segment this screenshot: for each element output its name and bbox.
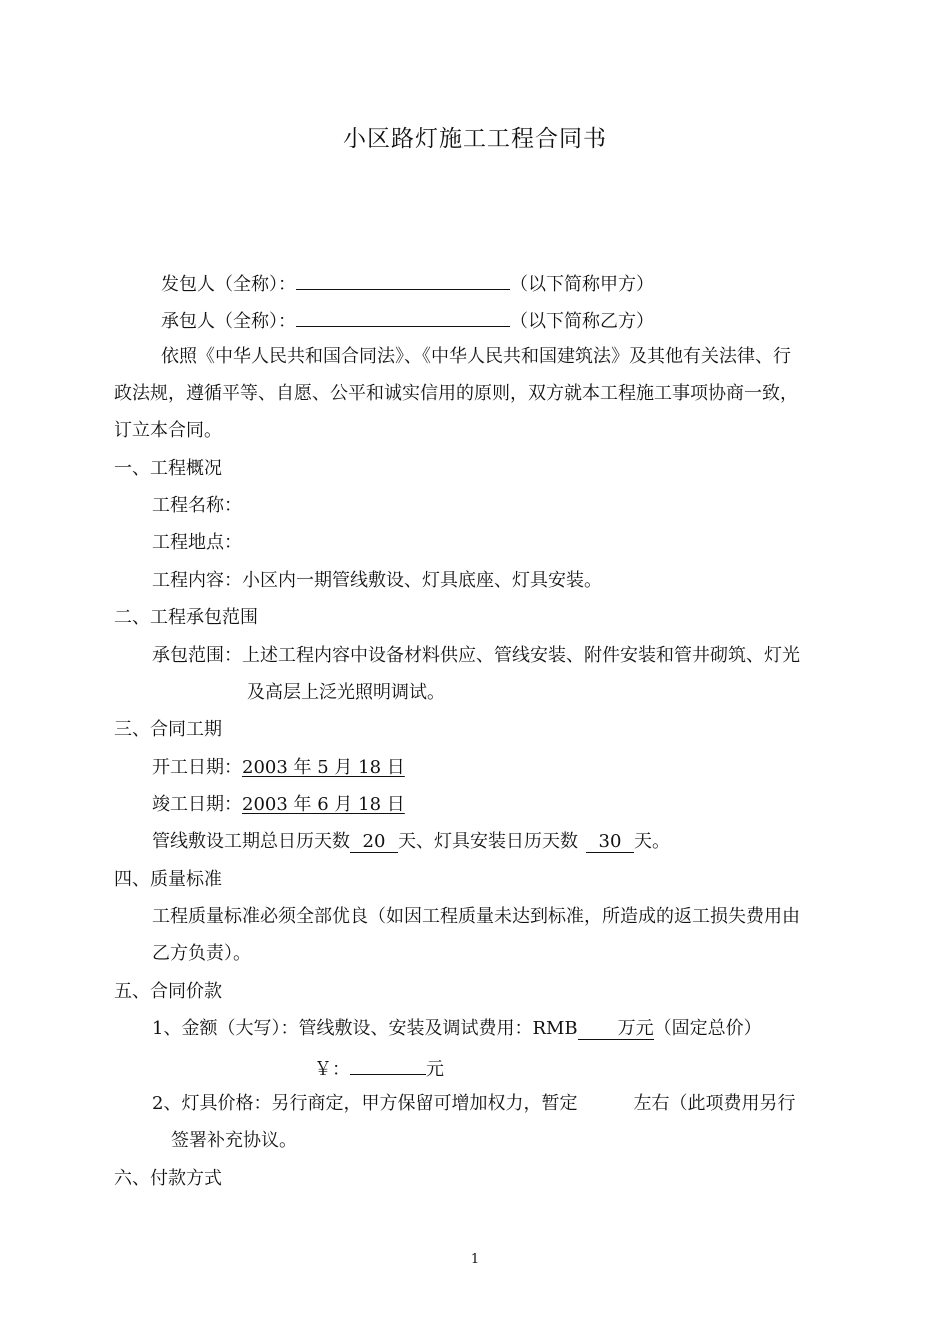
party-b-suffix: （以下简称乙方） [510,311,654,332]
page-number: 1 [470,1252,480,1267]
lamp-days-label: 天、灯具安装日历天数 [398,831,578,852]
duration-line [152,830,670,854]
end-date-label: 竣工日期： [152,794,242,815]
party-b-label: 承包人（全称）： [161,311,296,332]
section-2-heading: 二、工程承包范围 [114,607,258,628]
party-b-line [161,307,654,334]
section-1-heading: 一、工程概况 [114,458,222,479]
party-a-suffix: （以下简称甲方） [510,274,654,295]
scope-line-2: 及高层上泛光照明调试。 [247,682,445,703]
party-a-blank [296,270,510,290]
end-date-value: 2003 年 6 月 18 日 [242,794,405,815]
yen-line [314,1055,444,1082]
scope-line-1: 承包范围：上述工程内容中设备材料供应、管线安装、附件安装和管井砌筑、灯光 [152,645,800,666]
project-content: 工程内容：小区内一期管线敷设、灯具底座、灯具安装。 [152,570,602,591]
days-suffix: 天。 [634,831,670,852]
price-item-2 [152,1092,795,1116]
start-date-line [152,756,405,780]
lamp-days-value: 30 [586,832,634,853]
yen-unit: 元 [426,1059,444,1080]
quality-line-2: 乙方负责）。 [152,943,251,964]
party-b-blank [296,307,510,327]
yen-label: ￥： [314,1059,350,1080]
section-4-heading: 四、质量标准 [114,869,222,890]
preamble-line-2: 政法规，遵循平等、自愿、公平和诚实信用的原则，双方就本工程施工事项协商一致， [114,383,798,404]
section-5-heading: 五、合同价款 [114,981,222,1002]
party-a-line [161,270,654,297]
preamble-line-1: 依照《中华人民共和国合同法》、《中华人民共和国建筑法》及其他有关法律、行 [161,346,791,367]
price-fixed-total: （固定总价） [653,1018,762,1039]
party-a-label: 发包人（全称）： [161,274,296,295]
project-location-label: 工程地点： [152,532,242,553]
price-amount-unit: 万元 [578,1019,654,1040]
section-3-heading: 三、合同工期 [114,719,222,740]
price-item-2-note: 左右（此项费用另行 [633,1093,796,1114]
pipeline-days-value: 20 [350,832,398,853]
price-item-2-label: 2、灯具价格：另行商定，甲方保留可增加权力，暂定 [152,1093,578,1114]
end-date-line [152,793,405,817]
document-title: 小区路灯施工工程合同书 [343,126,607,152]
price-item-2-line-2: 签署补充协议。 [171,1130,297,1151]
price-item-1-label: 1、金额（大写）：管线敷设、安装及调试费用：RMB [152,1018,578,1039]
pipeline-days-label: 管线敷设工期总日历天数 [152,831,350,852]
project-name-label: 工程名称： [152,495,242,516]
start-date-label: 开工日期： [152,757,242,778]
price-item-1 [152,1017,762,1041]
start-date-value: 2003 年 5 月 18 日 [242,757,405,778]
section-6-heading: 六、付款方式 [114,1168,222,1189]
preamble-line-3: 订立本合同。 [114,420,222,441]
yen-blank [350,1055,426,1075]
quality-line-1: 工程质量标准必须全部优良（如因工程质量未达到标准，所造成的返工损失费用由 [152,906,800,927]
